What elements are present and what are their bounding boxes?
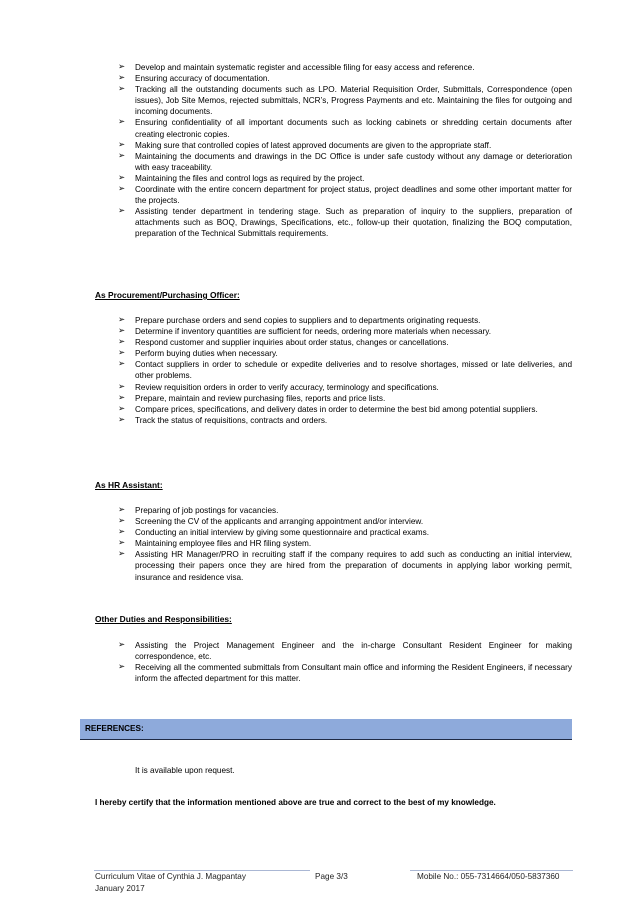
list-item-text: Tracking all the outstanding documents such as LPO. Material Requisition Order, Submittals, Correspondence (open issues), Job Site Memos, rejected submittals, NCR’s, Progress Payments and etc. Maintaining the files for outgoing and incoming documents.	[135, 85, 572, 117]
list-item	[118, 62, 572, 73]
arrow-bullet-icon: ➢	[118, 662, 126, 673]
arrow-bullet-icon: ➢	[118, 527, 126, 538]
list-item-text: Maintaining employee files and HR filing system.	[135, 539, 312, 549]
list-item-text: Ensuring accuracy of documentation.	[135, 74, 270, 84]
list-item-text: Maintaining the files and control logs as required by the project.	[135, 173, 365, 183]
list-item-text: Perform buying duties when necessary.	[135, 349, 278, 359]
list-item	[118, 549, 572, 582]
list-item-text: Prepare, maintain and review purchasing files, reports and price lists.	[135, 393, 386, 403]
footer-cv-owner: Curriculum Vitae of Cynthia J. Magpantay	[95, 872, 246, 881]
arrow-bullet-icon: ➢	[118, 403, 126, 414]
arrow-bullet-icon: ➢	[118, 359, 126, 370]
arrow-bullet-icon: ➢	[118, 414, 126, 425]
footer-date: January 2017	[95, 884, 145, 893]
list-item	[118, 326, 572, 337]
list-item	[118, 516, 572, 527]
arrow-bullet-icon: ➢	[118, 538, 126, 549]
hr-heading: As HR Assistant:	[95, 480, 163, 490]
list-item-text: Prepare purchase orders and send copies to suppliers and to departments originating requests.	[135, 316, 481, 325]
hr-list	[118, 505, 572, 583]
footer-divider-right	[410, 870, 573, 871]
list-item	[118, 140, 572, 151]
list-item-text: Track the status of requisitions, contracts and orders.	[135, 415, 328, 425]
certification-statement: I hereby certify that the information mentioned above are true and correct to the best of my knowledge.	[95, 798, 496, 807]
list-item-text: Coordinate with the entire concern department for project status, project deadlines and some other important matter for the projects.	[135, 185, 572, 206]
list-item	[118, 640, 572, 662]
list-item	[118, 151, 572, 173]
list-item-text: Preparing of job postings for vacancies.	[135, 506, 279, 515]
arrow-bullet-icon: ➢	[118, 381, 126, 392]
arrow-bullet-icon: ➢	[118, 62, 126, 72]
list-item	[118, 505, 572, 516]
list-item	[118, 393, 572, 404]
list-item	[118, 382, 572, 393]
arrow-bullet-icon: ➢	[118, 150, 126, 161]
list-item-text: Review requisition orders in order to verify accuracy, terminology and specifications.	[135, 382, 439, 392]
other-duties-heading: Other Duties and Responsibilities:	[95, 614, 232, 624]
list-item	[118, 348, 572, 359]
arrow-bullet-icon: ➢	[118, 139, 126, 150]
list-item	[118, 527, 572, 538]
references-header-bar	[80, 719, 572, 740]
list-item-text: Maintaining the documents and drawings in the DC Office is under safe custody without any damage or deterioration with easy traceability.	[135, 151, 572, 172]
list-item-text: Receiving all the commented submittals from Consultant main office and informing the Resident Engineers, if necessary inform the affected department for this matter.	[135, 663, 572, 684]
list-item	[118, 337, 572, 348]
arrow-bullet-icon: ➢	[118, 84, 126, 95]
footer-page-number: Page 3/3	[315, 872, 348, 881]
arrow-bullet-icon: ➢	[118, 516, 126, 527]
list-item-text: Respond customer and supplier inquiries about order status, changes or cancellations.	[135, 338, 449, 348]
arrow-bullet-icon: ➢	[118, 73, 126, 84]
list-item-text: Screening the CV of the applicants and arranging appointment and/or interview.	[135, 517, 424, 527]
arrow-bullet-icon: ➢	[118, 206, 126, 217]
procurement-heading: As Procurement/Purchasing Officer:	[95, 290, 240, 300]
list-item-text: Assisting tender department in tendering stage. Such as preparation of inquiry to the suppliers, preparation of attachments such as BOQ, Drawings, Specifications, etc., follow-up their quotation, finalizing the BOQ computation, preparation of the Technical Submittals requirements.	[135, 207, 572, 239]
list-item	[118, 73, 572, 84]
arrow-bullet-icon: ➢	[118, 505, 126, 515]
arrow-bullet-icon: ➢	[118, 348, 126, 359]
list-item	[118, 206, 572, 239]
arrow-bullet-icon: ➢	[118, 549, 126, 560]
list-item-text: Contact suppliers in order to schedule or expedite deliveries and to resolve shortages, missed or late deliveries, and other problems.	[135, 360, 572, 381]
arrow-bullet-icon: ➢	[118, 172, 126, 183]
list-item-text: Conducting an initial interview by giving some questionnaire and practical exams.	[135, 528, 429, 538]
list-item	[118, 538, 572, 549]
list-item	[118, 84, 572, 117]
list-item-text: Making sure that controlled copies of latest approved documents are given to the appropriate staff.	[135, 140, 492, 150]
arrow-bullet-icon: ➢	[118, 392, 126, 403]
arrow-bullet-icon: ➢	[118, 337, 126, 348]
list-item	[118, 662, 572, 684]
footer-divider-left	[94, 870, 310, 871]
arrow-bullet-icon: ➢	[118, 315, 126, 325]
list-item-text: Develop and maintain systematic register and accessible filing for easy access and reference.	[135, 63, 475, 72]
list-item-text: Compare prices, specifications, and delivery dates in order to determine the best bid among potential suppliers.	[135, 404, 538, 414]
list-item	[118, 404, 572, 415]
duties-list	[118, 62, 572, 240]
other-duties-list	[118, 640, 572, 684]
list-item-text: Assisting HR Manager/PRO in recruiting staff if the company requires to add such as conducting an initial interview, processing their papers once they are hired from the preparation of documents in applying labor working permit, insurance and residence visa.	[135, 550, 572, 582]
arrow-bullet-icon: ➢	[118, 326, 126, 337]
list-item-text: Assisting the Project Management Engineer and the in-charge Consultant Resident Engineer for making correspondence, etc.	[135, 641, 572, 662]
list-item	[118, 117, 572, 139]
arrow-bullet-icon: ➢	[118, 117, 126, 128]
references-text: It is available upon request.	[135, 766, 235, 775]
list-item	[118, 173, 572, 184]
list-item	[118, 415, 572, 426]
list-item-text: Ensuring confidentiality of all important documents such as locking cabinets or shredding certain documents after creating electronic copies.	[135, 118, 572, 139]
references-heading: REFERENCES:	[85, 724, 144, 733]
arrow-bullet-icon: ➢	[118, 184, 126, 195]
list-item	[118, 315, 572, 326]
list-item	[118, 359, 572, 381]
list-item	[118, 184, 572, 206]
arrow-bullet-icon: ➢	[118, 640, 126, 650]
procurement-list	[118, 315, 572, 426]
list-item-text: Determine if inventory quantities are sufficient for needs, ordering more materials when necessary.	[135, 327, 492, 337]
footer-mobile-number: Mobile No.: 055-7314664/050-5837360	[417, 872, 560, 881]
